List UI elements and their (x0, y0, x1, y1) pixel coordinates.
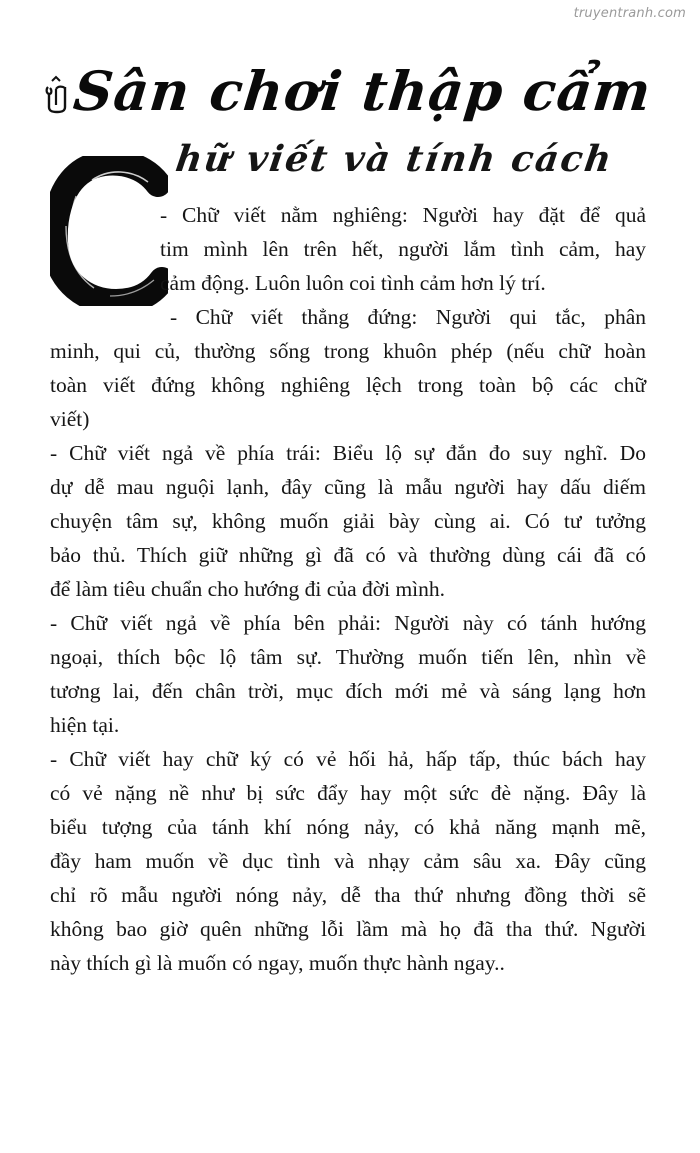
text-line: - Chữ viết nằm nghiêng: Người hay đặt để quả (160, 203, 646, 227)
text-line: toàn viết đứng không nghiêng lệch trong toàn bộ các chữ (50, 373, 646, 397)
text-line: chuyện tâm sự, không muốn giải bày cùng ai. Có tư tưởng (50, 509, 646, 533)
text-line: có vẻ nặng nề như bị sức đẩy hay một sức đè nặng. Đây là (50, 781, 646, 805)
text-line: tim mình lên trên hết, người lắm tình cảm, hay (160, 237, 646, 261)
text-line: viết) (50, 407, 90, 431)
text-line: để làm tiêu chuẩn cho hướng đi của đời mình. (50, 577, 446, 601)
text-line: hiện tại. (50, 713, 120, 737)
text-line: - Chữ viết hay chữ ký có vẻ hối hả, hấp tấp, thúc bách hay (50, 747, 646, 771)
text-line: chỉ rõ mẫu người nóng nảy, dễ tha thứ nhưng đồng thời sẽ (50, 883, 646, 907)
text-line: đầy ham muốn về dục tình và nhạy cảm sâu xa. Đây cũng (50, 849, 646, 873)
article-subtitle: hữ viết và tính cách (173, 138, 616, 180)
text-line: không bao giờ quên những lỗi lầm mà họ đã tha thứ. Người (50, 917, 646, 941)
text-line: ngoại, thích bộc lộ tâm sự. Thường muốn tiến lên, nhìn về (50, 645, 646, 669)
page-title: Sân chơi thập cẩm (70, 59, 655, 123)
text-line: bảo thủ. Thích giữ những gì đã có và thường dùng cái đã có (50, 543, 646, 567)
text-line: này thích gì là muốn có ngay, muốn thực hành ngay.. (50, 951, 505, 975)
text-line: minh, qui củ, thường sống trong khuôn phép (nếu chữ hoàn (50, 339, 646, 363)
text-line: dự dễ mau nguội lạnh, đây cũng là mẫu người hay dấu diếm (50, 475, 646, 499)
site-watermark: truyentranh.com (573, 6, 686, 21)
text-line: - Chữ viết ngả về phía trái: Biểu lộ sự đắn đo suy nghĩ. Do (50, 441, 646, 465)
text-line: - Chữ viết thẳng đứng: Người qui tắc, phân (170, 305, 646, 329)
text-line: tương lai, đến chân trời, mục đích mới mẻ và sáng lạng hơn (50, 679, 646, 703)
article-body (50, 198, 646, 980)
text-line: biểu tượng của tánh khí nóng nảy, có khả năng mạnh mẽ, (50, 815, 646, 839)
text-line: - Chữ viết ngả về phía bên phải: Người này có tánh hướng (50, 611, 646, 635)
text-line: cảm động. Luôn luôn coi tình cảm hơn lý trí. (160, 271, 546, 295)
section-glyph-icon (44, 75, 70, 115)
